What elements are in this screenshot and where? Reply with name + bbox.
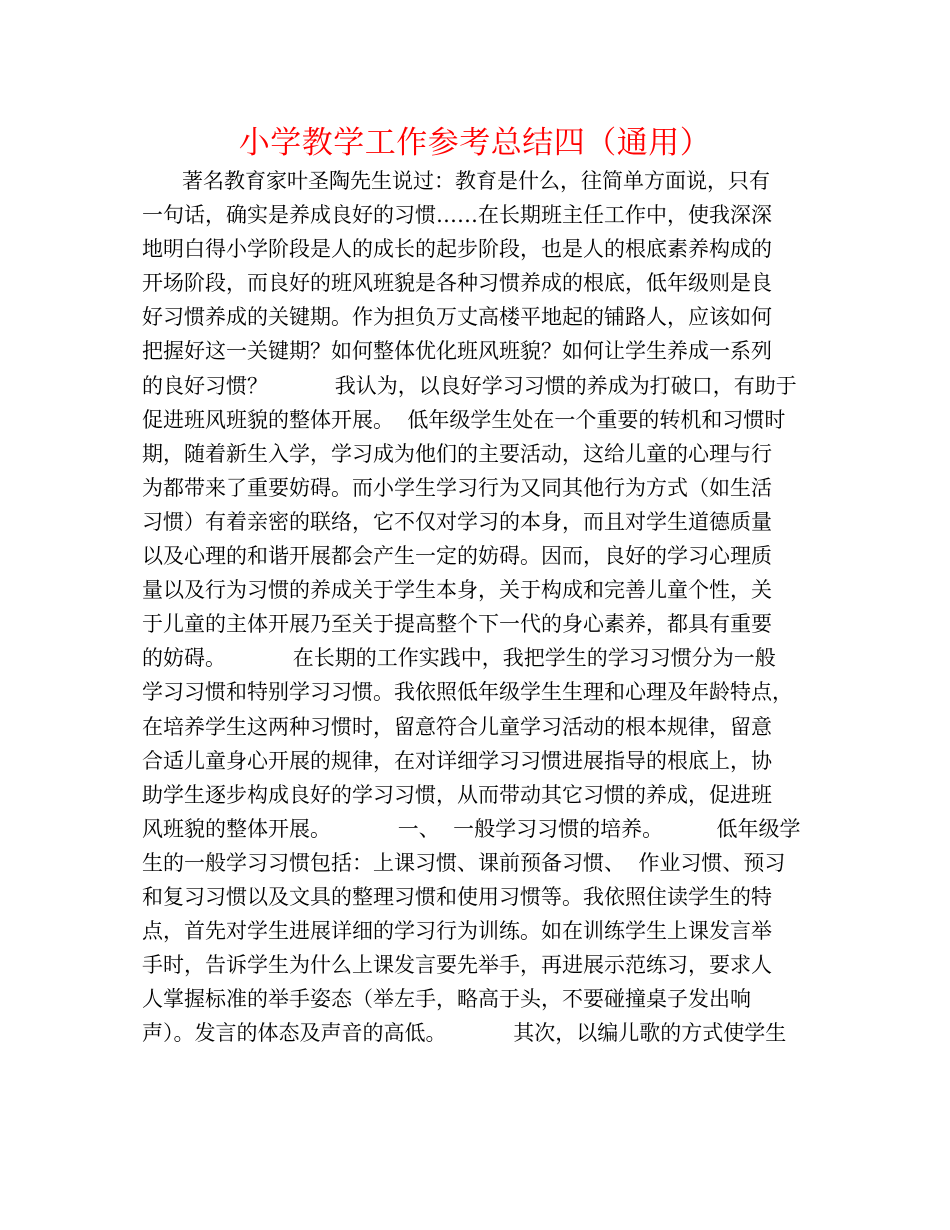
- body-line: 在培养学生这两种习惯时，留意符合儿童学习活动的根本规律，留意: [142, 714, 772, 739]
- body-line: 人掌握标准的举手姿态（举左手，略高于头，不要碰撞桌子发出响: [142, 987, 751, 1012]
- body-line: 的良好习惯？ 我认为，以良好学习习惯的养成为打破口，有助于: [142, 373, 797, 398]
- body-line: 和复习习惯以及文具的整理习惯和使用习惯等。我依照住读学生的特: [142, 884, 772, 909]
- body-line: 量以及行为习惯的养成关于学生本身，关于构成和完善儿童个性，关: [142, 578, 772, 603]
- body-line: 以及心理的和谐开展都会产生一定的妨碍。因而，良好的学习心理质: [142, 544, 772, 569]
- body-line: 期，随着新生入学，学习成为他们的主要活动，这给儿童的心理与行: [142, 441, 772, 466]
- body-line: 促进班风班貌的整体开展。 低年级学生处在一个重要的转机和习惯时: [142, 407, 786, 432]
- body-line: 生的一般学习习惯包括：上课习惯、课前预备习惯、 作业习惯、预习: [142, 850, 786, 875]
- body-line: 声）。发言的体态及声音的高低。 其次，以编儿歌的方式使学生: [142, 1021, 787, 1046]
- body-line: 风班貌的整体开展。 一、 一般学习习惯的培养。 低年级学: [142, 816, 801, 841]
- document-body: [142, 164, 822, 1050]
- body-line: 一句话，确实是养成良好的习惯……在长期班主任工作中，使我深深: [142, 203, 772, 228]
- body-line: 合适儿童身心开展的规律，在对详细学习习惯进展指导的根底上，协: [142, 748, 772, 773]
- body-line: 于儿童的主体开展乃至关于提高整个下一代的身心素养，都具有重要: [142, 612, 772, 637]
- body-line: 助学生逐步构成良好的学习习惯，从而带动其它习惯的养成，促进班: [142, 782, 772, 807]
- body-line: 的妨碍。 在长期的工作实践中，我把学生的学习习惯分为一般: [142, 646, 776, 671]
- body-line: 为都带来了重要妨碍。而小学生学习行为又同其他行为方式（如生活: [142, 475, 772, 500]
- body-line: 开场阶段，而良好的班风班貌是各种习惯养成的根底，低年级则是良: [142, 271, 772, 296]
- body-line: 把握好这一关键期？如何整体优化班风班貌？如何让学生养成一系列: [142, 339, 772, 364]
- body-line: 点，首先对学生进展详细的学习行为训练。如在训练学生上课发言举: [142, 919, 772, 944]
- body-line: 习惯）有着亲密的联络，它不仅对学习的本身，而且对学生道德质量: [142, 509, 772, 534]
- body-line: 地明白得小学阶段是人的成长的起步阶段，也是人的根底素养构成的: [142, 237, 772, 262]
- body-line: 好习惯养成的关键期。作为担负万丈高楼平地起的铺路人，应该如何: [142, 305, 772, 330]
- body-line: 学习习惯和特别学习习惯。我依照低年级学生生理和心理及年龄特点，: [142, 680, 793, 705]
- body-line: 手时，告诉学生为什么上课发言要先举手，再进展示范练习，要求人: [142, 953, 772, 978]
- document-title: 小学教学工作参考总结四（通用）: [238, 125, 712, 161]
- body-line: 著名教育家叶圣陶先生说过：教育是什么，往简单方面说，只有: [142, 169, 771, 193]
